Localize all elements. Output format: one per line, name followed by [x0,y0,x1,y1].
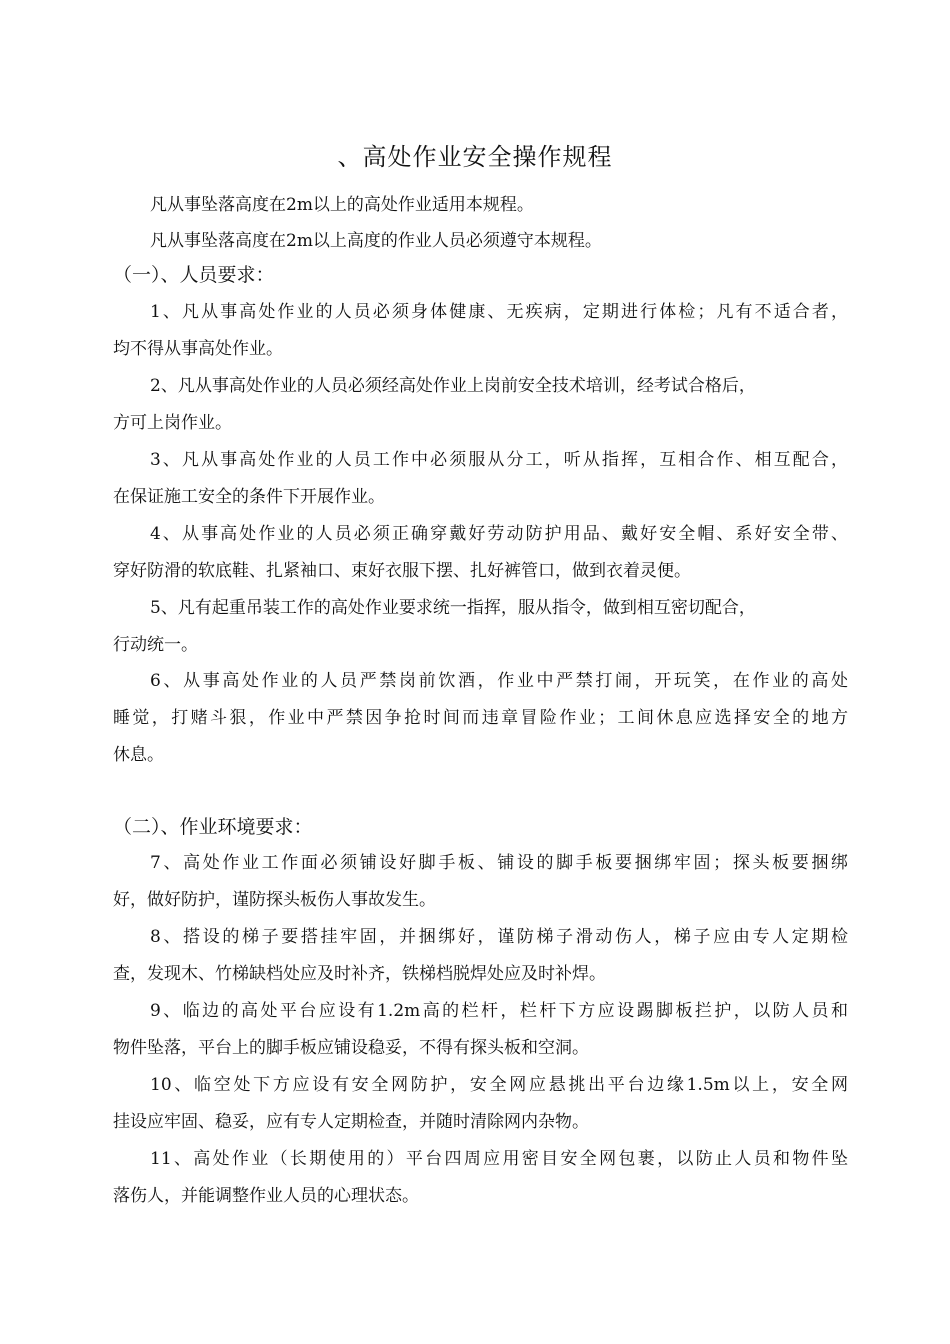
paragraph-line: 1、凡从事高处作业的人员必须身体健康、无疾病，定期进行体检；凡有不适合者， [150,302,848,322]
paragraph-line: 在保证施工安全的条件下开展作业。 [113,487,385,507]
paragraph-line: 9、临边的高处平台应设有1.2m高的栏杆，栏杆下方应设踢脚板拦护，以防人员和 [150,1001,848,1021]
paragraph-line: 穿好防滑的软底鞋、扎紧袖口、束好衣服下摆、扎好裤管口，做到衣着灵便。 [113,561,691,581]
paragraph-line: 5、凡有起重吊装工作的高处作业要求统一指挥，服从指令，做到相互密切配合， [150,598,756,618]
paragraph-line: 8、搭设的梯子要搭挂牢固，并捆绑好，谨防梯子滑动伤人，梯子应由专人定期检 [150,927,848,947]
paragraph-line: 行动统一。 [113,635,198,655]
paragraph-line: 2、凡从事高处作业的人员必须经高处作业上岗前安全技术培训，经考试合格后， [150,376,756,396]
paragraph-line: 11、高处作业（长期使用的）平台四周应用密目安全网包裹，以防止人员和物件坠 [150,1149,848,1169]
paragraph-line: 均不得从事高处作业。 [113,339,283,359]
section-heading-environment: （二）、作业环境要求： [113,816,313,838]
intro-line: 凡从事坠落高度在2m以上高度的作业人员必须遵守本规程。 [150,231,602,251]
paragraph-line: 方可上岗作业。 [113,413,232,433]
paragraph-line: 查，发现木、竹梯缺档处应及时补齐，铁梯档脱焊处应及时补焊。 [113,964,606,984]
paragraph-line: 3、凡从事高处作业的人员工作中必须服从分工，听从指挥，互相合作、相互配合， [150,450,848,470]
intro-line: 凡从事坠落高度在2m以上的高处作业适用本规程。 [150,195,534,215]
paragraph-line: 落伤人，并能调整作业人员的心理状态。 [113,1186,419,1206]
paragraph-line: 10、临空处下方应设有安全网防护，安全网应悬挑出平台边缘1.5m以上，安全网 [150,1075,848,1095]
paragraph-line: 睡觉，打赌斗狠，作业中严禁因争抢时间而违章冒险作业；工间休息应选择安全的地方 [113,708,848,728]
paragraph-line: 物件坠落，平台上的脚手板应铺设稳妥，不得有探头板和空洞。 [113,1038,589,1058]
paragraph-line: 7、高处作业工作面必须铺设好脚手板、铺设的脚手板要捆绑牢固；探头板要捆绑 [150,853,848,873]
paragraph-line: 4、从事高处作业的人员必须正确穿戴好劳动防护用品、戴好安全帽、系好安全带、 [150,524,848,544]
paragraph-line: 休息。 [113,745,164,765]
paragraph-line: 6、从事高处作业的人员严禁岗前饮酒，作业中严禁打闹，开玩笑，在作业的高处 [150,671,848,691]
section-heading-personnel: （一）、人员要求： [113,264,275,286]
paragraph-line: 挂设应牢固、稳妥，应有专人定期检查，并随时清除网内杂物。 [113,1112,589,1132]
document-title: 、高处作业安全操作规程 [337,143,613,171]
paragraph-line: 好，做好防护，谨防探头板伤人事故发生。 [113,890,436,910]
